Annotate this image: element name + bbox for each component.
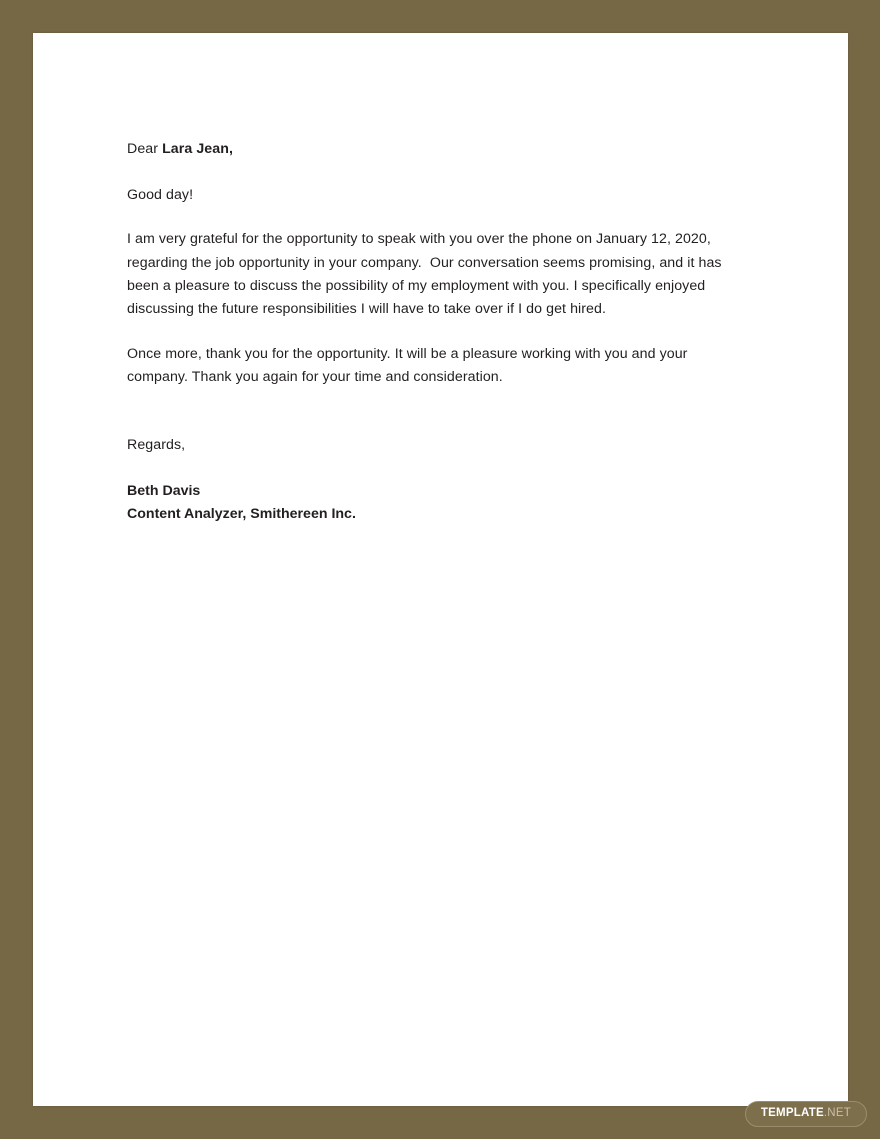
greeting-line: Good day!	[127, 187, 194, 204]
signature-name: Beth Davis	[127, 482, 201, 499]
letter-content	[127, 138, 743, 526]
closing-line: Regards,	[127, 436, 186, 453]
signature-block	[127, 480, 743, 526]
body-paragraph-1: I am very grateful for the opportunity to speak with you over the phone on January 12, 2020, regarding the job opportunity in your company. Our conversation seems promising, and it has been a pleasure to discuss the possibility of my employment with you. I specifically enjoyed discussing the future responsibilities I will have to take over if I do get hired.	[127, 231, 726, 318]
recipient-name: Lara Jean,	[162, 141, 233, 157]
watermark-suffix-text: .NET	[823, 1106, 851, 1119]
watermark-main-text: TEMPLATE	[760, 1106, 824, 1119]
salutation-prefix: Dear	[127, 141, 163, 157]
body-paragraph-2: Once more, thank you for the opportunity. It will be a pleasure working with you and your company. Thank you again for your time and consideration.	[127, 346, 692, 386]
letter-page	[33, 33, 848, 1106]
template-watermark-badge	[745, 1101, 867, 1128]
salutation-line	[127, 138, 743, 161]
signature-title: Content Analyzer, Smithereen Inc.	[127, 506, 356, 523]
